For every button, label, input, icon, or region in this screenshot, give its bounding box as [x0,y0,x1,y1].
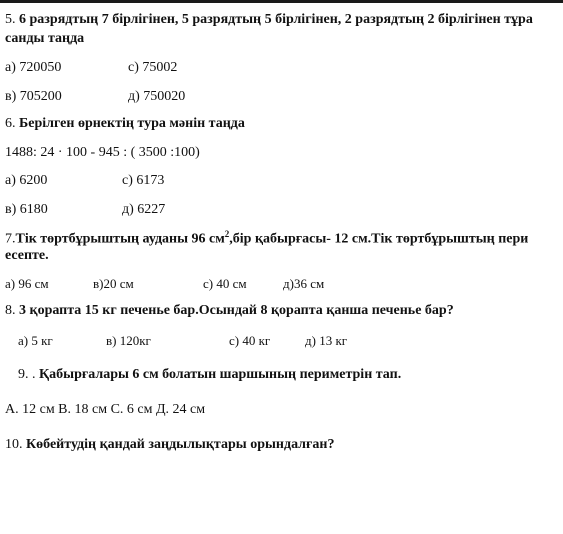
question-8-option-a: а) 5 кг [18,333,53,348]
question-5-line1 [5,12,533,28]
question-6-option-d: д) 6227 [122,202,166,217]
question-6-text: Берілген өрнектің тура мәнін таңда [19,116,245,131]
question-8-option-d: д) 13 кг [305,333,348,348]
question-6-option-b: в) 6180 [5,202,48,217]
question-6-number: 6. [5,116,16,131]
question-10-number: 10. [5,437,23,452]
question-8-option-b: в) 120кг [106,333,151,348]
question-5-option-d: д) 750020 [128,89,186,104]
question-5-number: 5. [5,12,16,27]
question-7-option-a: а) 96 см [5,276,49,291]
top-edge-strip [0,0,563,3]
question-9-line [18,367,401,383]
question-5-option-b: в) 705200 [5,89,62,104]
question-10-line [5,437,334,453]
question-9-number: 9. . [18,367,36,382]
question-7-line2: есепте. [5,248,49,263]
question-9-options: А. 12 см В. 18 см С. 6 см Д. 24 см [5,402,206,417]
question-7-option-d: д)36 см [283,276,325,291]
question-6-line [5,116,245,132]
question-5-option-c: с) 75002 [128,60,178,75]
question-7-number: 7. [5,231,16,247]
question-6-expression: 1488: 24 · 100 - 945 : ( 3500 :100) [5,145,200,160]
question-8-number: 8. [5,303,16,318]
question-8-line [5,303,454,319]
question-6-option-a: а) 6200 [5,173,48,188]
question-7-option-c: с) 40 см [203,276,247,291]
question-7-text-part1: Тік төртбұрыштың ауданы 96 см [15,231,225,247]
question-7-line1 [5,229,528,248]
question-6-option-c: с) 6173 [122,173,165,188]
question-7-option-b: в)20 см [93,276,134,291]
question-10-text: Көбейтудің қандай заңдылықтары орындалған? [26,437,335,452]
question-7-text-part2: ,бір қабырғасы- 12 см.Тік төртбұрыштың пери [229,231,529,247]
question-5-option-a: а) 720050 [5,60,62,75]
question-5-text: 6 разрядтың 7 бірлігінен, 5 разрядтың 5 бірлігінен, 2 разрядтың 2 бірлігінен тұра [19,12,533,27]
question-9-text: Қабырғалары 6 см болатын шаршының периметрін тап. [39,367,402,382]
question-8-option-c: с) 40 кг [229,333,271,348]
question-5-line2: санды таңда [5,31,85,46]
question-8-text: 3 қорапта 15 кг печенье бар.Осындай 8 қорапта қанша печенье бар? [19,303,454,318]
question-7-superscript: 2 [224,229,230,239]
